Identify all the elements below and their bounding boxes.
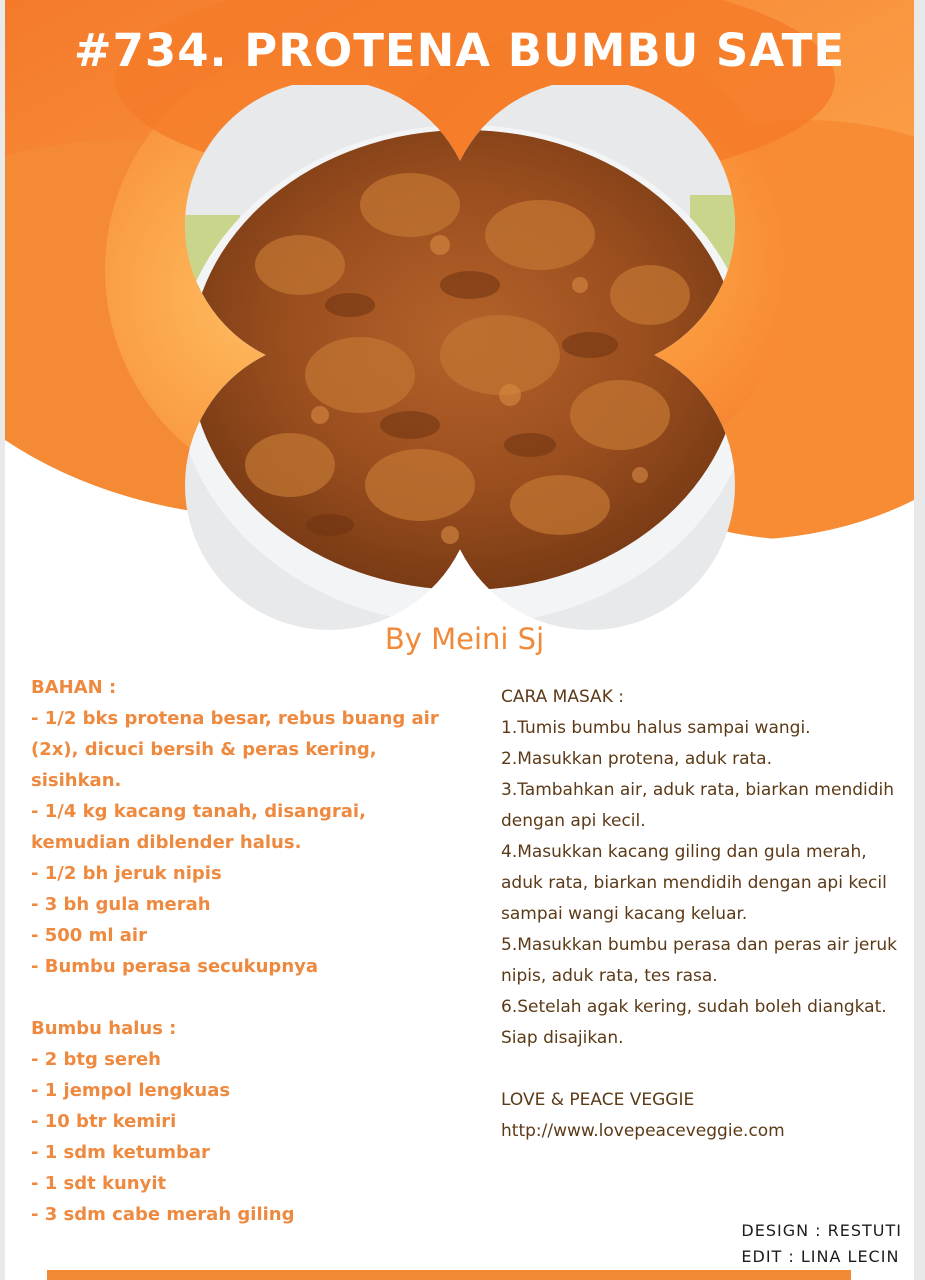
method-line: 1.Tumis bumbu halus sampai wangi. bbox=[501, 718, 811, 738]
edit-credit: EDIT : LINA LECIN bbox=[741, 1247, 900, 1266]
ingredients-column bbox=[31, 672, 471, 1230]
ingredient-line: (2x), dicuci bersih & peras kering, bbox=[31, 739, 377, 760]
method-line: Siap disajikan. bbox=[501, 1028, 624, 1048]
ingredient-line: kemudian diblender halus. bbox=[31, 832, 302, 853]
spice-line: - 1 sdm ketumbar bbox=[31, 1142, 210, 1163]
method-line: aduk rata, biarkan mendidih dengan api kecil bbox=[501, 873, 887, 893]
ingredient-line: sisihkan. bbox=[31, 770, 122, 791]
dish-photo bbox=[180, 85, 740, 630]
method-line: dengan api kecil. bbox=[501, 811, 646, 831]
ingredients-heading: BAHAN : bbox=[31, 677, 117, 698]
method-line: sampai wangi kacang keluar. bbox=[501, 904, 748, 924]
brand-name: LOVE & PEACE VEGGIE bbox=[501, 1090, 695, 1110]
credits bbox=[741, 1218, 902, 1270]
method-line: 5.Masukkan bumbu perasa dan peras air jeruk bbox=[501, 935, 897, 955]
ingredient-line: - 500 ml air bbox=[31, 925, 147, 946]
section-spacer bbox=[501, 1054, 911, 1085]
ingredient-line: - 1/2 bh jeruk nipis bbox=[31, 863, 222, 884]
page-title: #734. PROTENA BUMBU SATE bbox=[73, 24, 846, 77]
method-line: 4.Masukkan kacang giling dan gula merah, bbox=[501, 842, 867, 862]
ingredient-line: - 3 bh gula merah bbox=[31, 894, 211, 915]
method-line: nipis, aduk rata, tes rasa. bbox=[501, 966, 718, 986]
spice-line: - 1 sdt kunyit bbox=[31, 1173, 167, 1194]
bottom-accent-bar bbox=[47, 1270, 851, 1280]
ingredient-line: - Bumbu perasa secukupnya bbox=[31, 956, 319, 977]
ingredient-line: - 1/4 kg kacang tanah, disangrai, bbox=[31, 801, 366, 822]
section-spacer bbox=[31, 982, 471, 1013]
ingredient-line: - 1/2 bks protena besar, rebus buang air bbox=[31, 708, 439, 729]
method-line: 3.Tambahkan air, aduk rata, biarkan mendidih bbox=[501, 780, 895, 800]
spice-paste-heading: Bumbu halus : bbox=[31, 1018, 177, 1039]
brand-url-link[interactable]: http://www.lovepeaceveggie.com bbox=[501, 1121, 785, 1141]
spice-line: - 3 sdm cabe merah giling bbox=[31, 1204, 295, 1225]
method-heading: CARA MASAK : bbox=[501, 687, 624, 707]
spice-line: - 2 btg sereh bbox=[31, 1049, 161, 1070]
author-byline: By Meini Sj bbox=[384, 622, 545, 656]
method-column bbox=[501, 682, 911, 1147]
recipe-card bbox=[5, 0, 914, 1280]
spice-line: - 10 btr kemiri bbox=[31, 1111, 177, 1132]
method-line: 6.Setelah agak kering, sudah boleh diangkat. bbox=[501, 997, 887, 1017]
design-credit: DESIGN : RESTUTI bbox=[741, 1221, 902, 1240]
spice-line: - 1 jempol lengkuas bbox=[31, 1080, 231, 1101]
method-line: 2.Masukkan protena, aduk rata. bbox=[501, 749, 772, 769]
